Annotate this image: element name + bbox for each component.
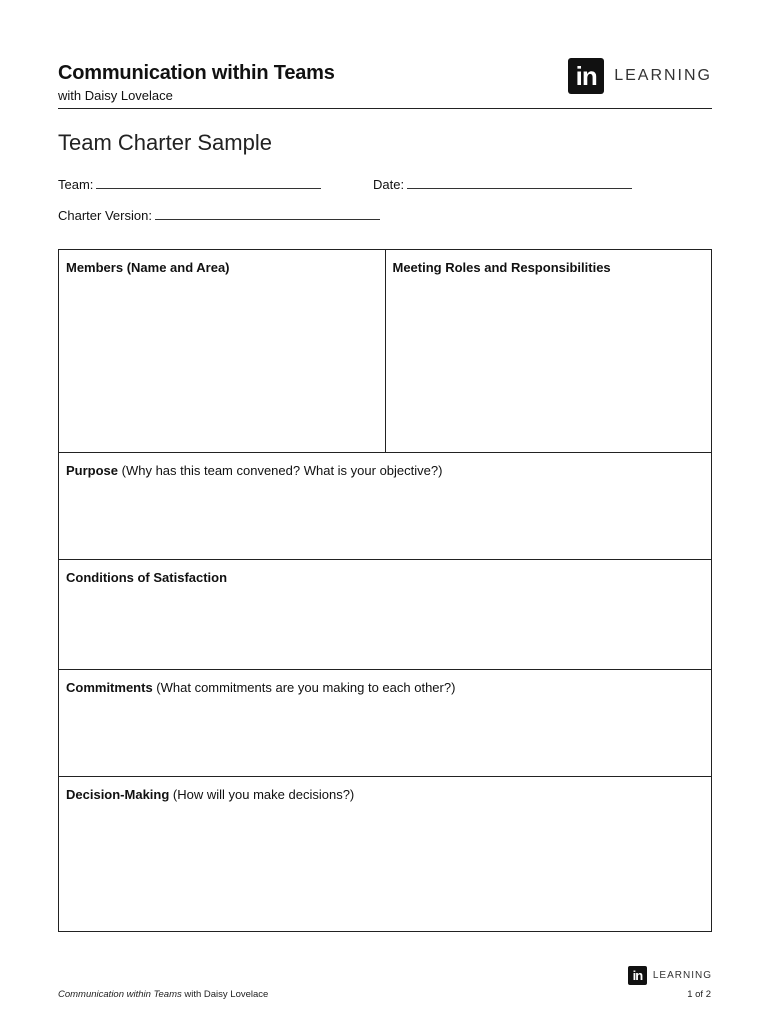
decision-making-row[interactable] xyxy=(59,776,711,931)
roles-cell[interactable] xyxy=(385,250,712,452)
members-cell[interactable] xyxy=(59,250,385,452)
members-label: Members (Name and Area) xyxy=(66,260,230,275)
document-title: Team Charter Sample xyxy=(58,130,272,155)
charter-table xyxy=(58,249,712,932)
course-subtitle: with Daisy Lovelace xyxy=(58,88,173,103)
conditions-label: Conditions of Satisfaction xyxy=(66,570,228,585)
decision-making-hint: (How will you make decisions?) xyxy=(169,787,355,802)
footer-logo xyxy=(628,966,712,985)
charter-version-label: Charter Version: xyxy=(58,208,152,223)
footer-course-title: Communication within Teams xyxy=(58,989,182,1000)
members-roles-row xyxy=(59,250,711,452)
brand-word: LEARNING xyxy=(614,67,712,84)
charter-version-field xyxy=(58,207,380,223)
footer-linkedin-in-icon: in xyxy=(628,966,647,985)
commitments-row[interactable] xyxy=(59,669,711,776)
course-title: Communication within Teams xyxy=(58,62,335,84)
team-label: Team: xyxy=(58,177,94,192)
roles-label: Meeting Roles and Responsibilities xyxy=(392,260,611,275)
commitments-label: Commitments xyxy=(66,680,153,695)
linkedin-in-icon: in xyxy=(568,58,604,94)
page-number: 1 of 2 xyxy=(687,989,711,1000)
date-blank-line[interactable] xyxy=(407,176,632,189)
conditions-row[interactable] xyxy=(59,559,711,669)
charter-version-blank-line[interactable] xyxy=(155,207,380,220)
footer-course-credit xyxy=(58,989,268,1000)
footer-instructor: with Daisy Lovelace xyxy=(181,989,269,1000)
commitments-hint: (What commitments are you making to each other?) xyxy=(152,680,456,695)
decision-making-label: Decision-Making xyxy=(66,787,170,802)
purpose-hint: (Why has this team convened? What is your objective?) xyxy=(118,463,443,478)
footer-brand-word: LEARNING xyxy=(652,970,712,981)
purpose-row[interactable] xyxy=(59,452,711,559)
team-field xyxy=(58,176,321,192)
page-header xyxy=(58,58,712,109)
team-blank-line[interactable] xyxy=(96,176,321,189)
date-field xyxy=(373,176,632,192)
linkedin-learning-logo xyxy=(568,58,712,94)
date-label: Date: xyxy=(373,177,405,192)
purpose-label: Purpose xyxy=(66,463,119,478)
